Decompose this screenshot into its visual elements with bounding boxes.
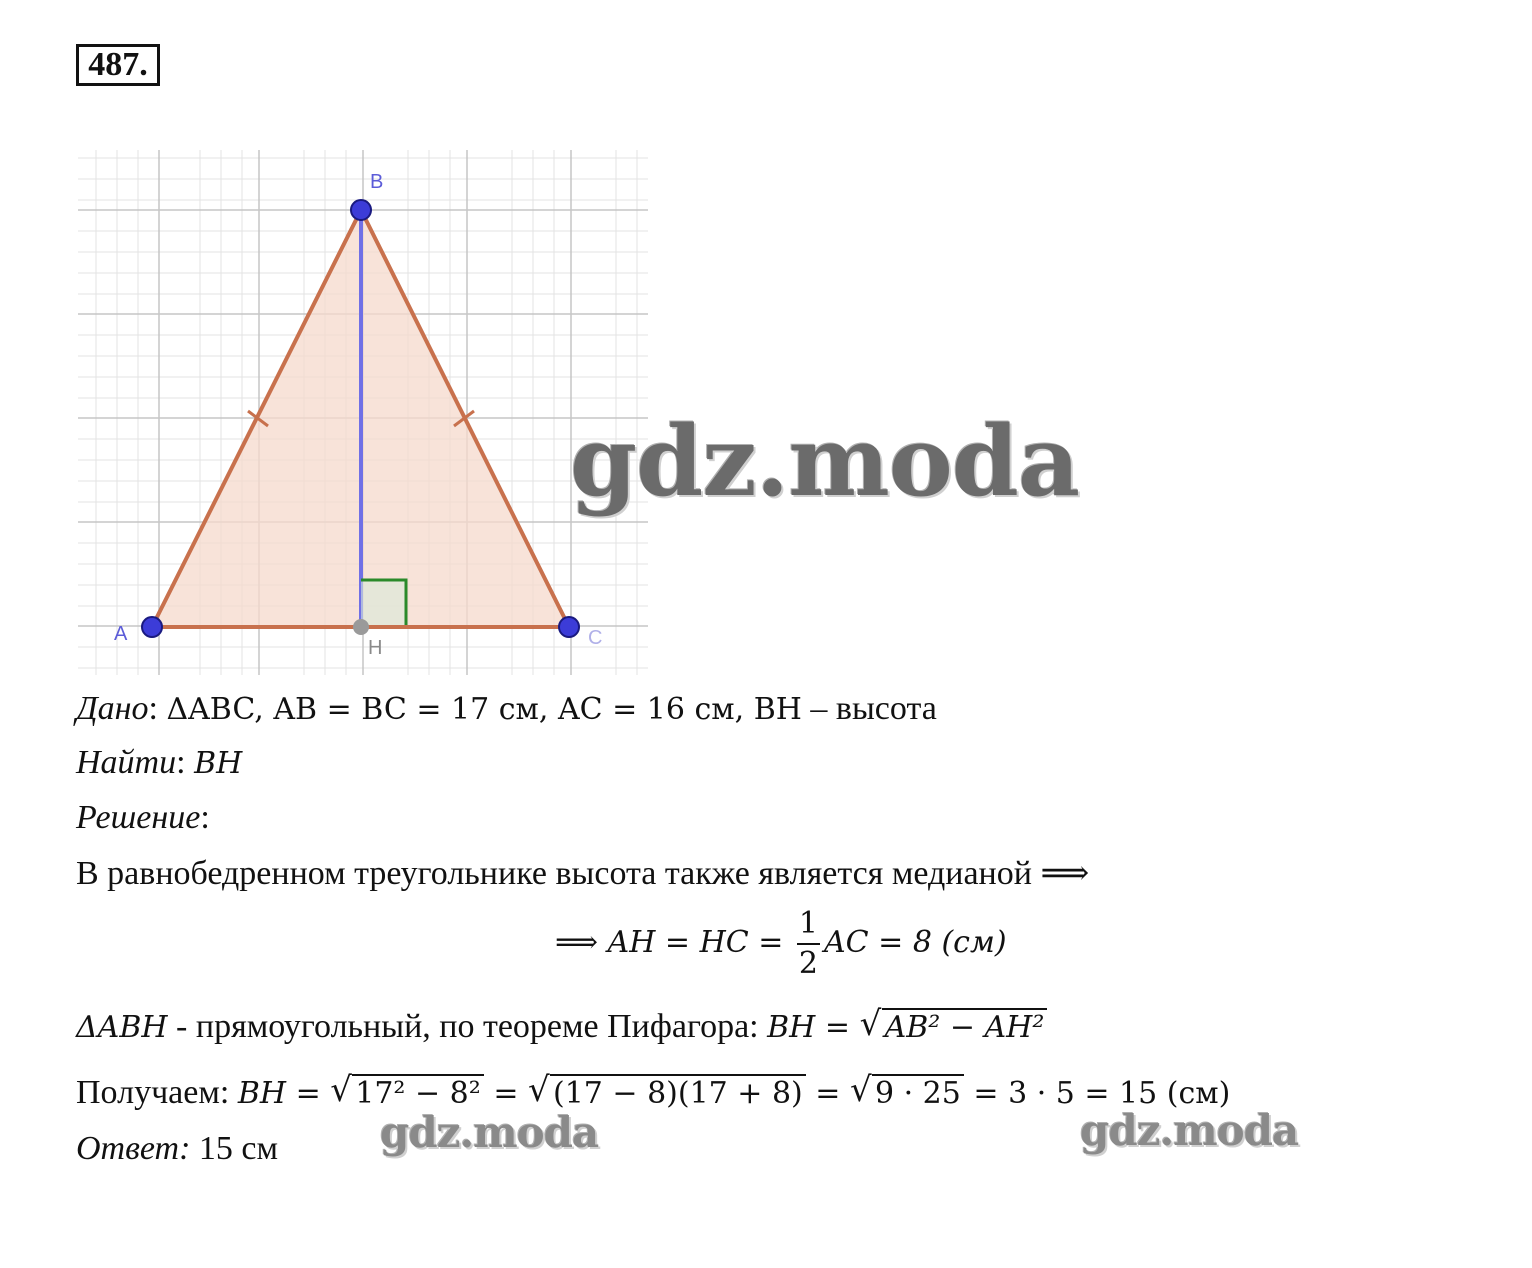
point-a	[142, 617, 162, 637]
given-line: Дано: ΔABC, AB = BC = 17 см, AC = 16 см, BH – высота	[76, 690, 937, 727]
find-line: Найти: BH	[76, 744, 243, 781]
answer-label: Ответ:	[76, 1130, 191, 1167]
find-label: Найти	[76, 744, 177, 781]
result-radicand-1: 17² − 8²	[352, 1074, 484, 1111]
right-angle-marker-fill	[361, 580, 406, 625]
fraction-numerator: 1	[797, 905, 820, 945]
result-lhs: BH =	[237, 1076, 331, 1111]
pyth-radicand: AB² − AH²	[882, 1008, 1048, 1045]
watermark-small-right: gdz.moda	[1080, 1106, 1299, 1155]
label-b: B	[370, 171, 384, 193]
result-eq-2: =	[805, 1076, 850, 1111]
solution-line: Решение:	[76, 799, 210, 836]
label-h: H	[368, 637, 383, 659]
solution-label: Решение	[76, 799, 201, 836]
point-c	[559, 617, 579, 637]
result-line	[76, 1074, 1230, 1112]
answer-line	[76, 1130, 278, 1168]
ah-line	[555, 905, 1007, 983]
result-sqrt-1	[330, 1074, 484, 1111]
pythagoras-line	[76, 1008, 1047, 1046]
label-c: C	[588, 627, 603, 649]
pyth-lhs: BH =	[767, 1010, 860, 1045]
median-line: В равнобедренном треугольнике высота также является медианой ⟹	[76, 855, 1090, 892]
ah-right: AC = 8 (см)	[824, 924, 1007, 960]
pyth-sqrt	[860, 1008, 1048, 1045]
result-sqrt-3	[850, 1074, 964, 1111]
pyth-text: - прямоугольный, по теореме Пифагора:	[167, 1008, 768, 1045]
point-h	[353, 619, 369, 635]
problem-number: 487.	[76, 44, 160, 86]
point-b	[351, 200, 371, 220]
watermark-small-left: gdz.moda	[380, 1108, 599, 1157]
given-label: Дано	[76, 690, 149, 727]
find-text: BH	[194, 746, 243, 781]
fraction-half	[797, 905, 820, 983]
ah-left: ⟹ AH = HC =	[555, 924, 793, 960]
given-tail: – высота	[801, 690, 937, 727]
result-label: Получаем:	[76, 1074, 238, 1111]
result-radicand-3: 9 · 25	[872, 1074, 964, 1111]
answer-text: 15 см	[190, 1130, 278, 1167]
watermark-big: gdz.moda	[570, 405, 1080, 518]
label-a: A	[114, 623, 128, 645]
result-sqrt-2	[528, 1074, 806, 1111]
given-text: ΔABC, AB = BC = 17 см, AC = 16 см, BH	[166, 692, 802, 727]
result-tail: = 3 · 5 = 15 (см)	[963, 1076, 1231, 1111]
fraction-denominator: 2	[798, 946, 818, 981]
pyth-triangle: ΔABH	[76, 1010, 168, 1045]
result-eq-1: =	[483, 1076, 528, 1111]
result-radicand-2: (17 − 8)(17 + 8)	[550, 1074, 806, 1111]
